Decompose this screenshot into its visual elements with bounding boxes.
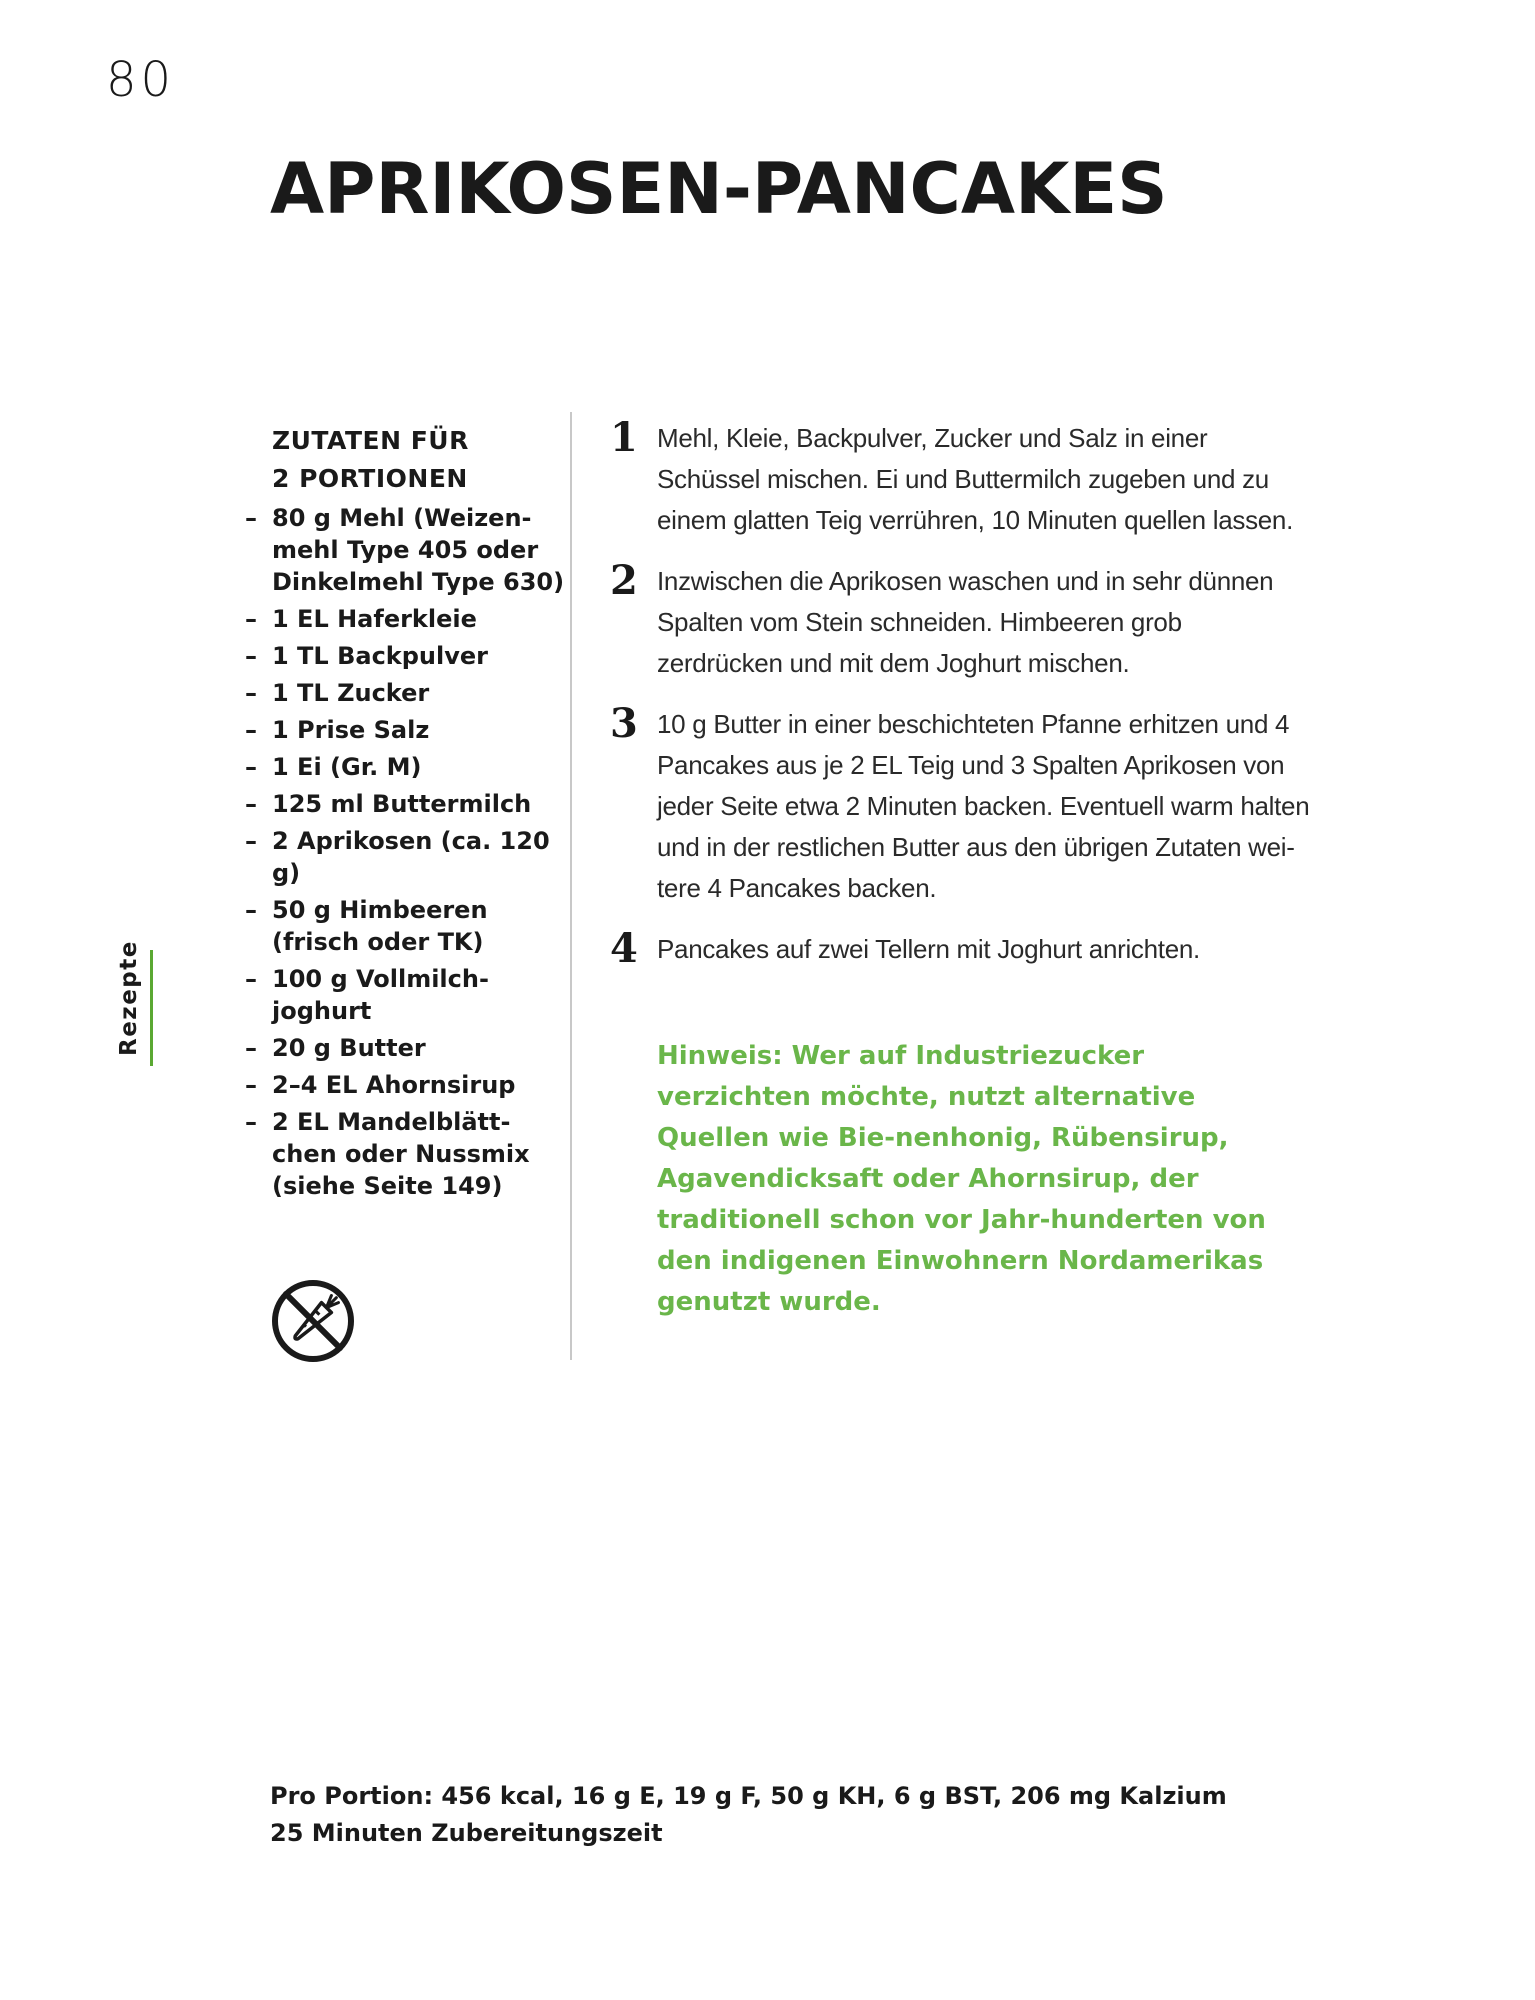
step-number: 1 [610, 414, 638, 461]
ingredient-item: – 50 g Himbeeren (frisch oder TK) [245, 894, 565, 958]
ingredient-item: – 2 Aprikosen (ca. 120 g) [245, 825, 565, 889]
step-1 [610, 414, 1310, 541]
no-carrot-icon-graphic [270, 1278, 356, 1364]
ingredient-item: – 2 EL Mandelblätt-chen oder Nussmix (siehe Seite 149) [245, 1106, 565, 1202]
ingredient-item: – 125 ml Buttermilch [245, 788, 565, 820]
ingredient-item: – 20 g Butter [245, 1032, 565, 1064]
preparation-time: 25 Minuten Zubereitungszeit [270, 1819, 663, 1847]
ingredient-item: – 100 g Vollmilch-joghurt [245, 963, 565, 1027]
step-text: Inzwischen die Aprikosen waschen und in sehr dünnen Spalten vom Stein schneiden. Himbeeren grob zerdrücken und mit dem Joghurt mischen. [657, 566, 1274, 678]
step-number: 3 [610, 700, 638, 747]
step-text: Pancakes auf zwei Tellern mit Joghurt anrichten. [657, 934, 1200, 964]
step-4 [610, 925, 1310, 972]
step-3 [610, 700, 1310, 909]
ingredient-item: – 1 TL Backpulver [245, 640, 565, 672]
ingredients-heading-line1: ZUTATEN FÜR [272, 426, 469, 455]
column-divider [570, 412, 572, 1360]
ingredient-item: – 2–4 EL Ahornsirup [245, 1069, 565, 1101]
ingredient-item: – 1 Ei (Gr. M) [245, 751, 565, 783]
hint-note: Hinweis: Wer auf Industriezucker verzichten möchte, nutzt alternative Quellen wie Bie-nenhonig, Rübensirup, Agavendicksaft oder Ahornsirup, der traditionell schon vor Jahr-hunderten von den indigenen Einwohnern Nordamerikas genutzt wurde. [657, 1041, 1266, 1317]
nutrition-per-portion: Pro Portion: 456 kcal, 16 g E, 19 g F, 50 g KH, 6 g BST, 206 mg Kalzium [270, 1782, 1227, 1810]
ingredient-item: – 1 Prise Salz [245, 714, 565, 746]
recipe-title: APRIKOSEN-PANCAKES [270, 148, 1168, 230]
step-number: 2 [610, 557, 638, 604]
preparation-steps [610, 414, 1310, 990]
step-number: 4 [610, 925, 638, 972]
section-tab-label: Rezepte [116, 940, 142, 1056]
ingredient-item: – 1 TL Zucker [245, 677, 565, 709]
ingredients-heading [245, 422, 565, 498]
step-text: 10 g Butter in einer beschichteten Pfanne erhitzen und 4 Pancakes aus je 2 EL Teig und 3 Spalten Aprikosen von jeder Seite etwa 2 Minuten backen. Eventuell warm halten und in der restlichen Butter aus den übrigen Zutaten wei-tere 4 Pancakes backen. [657, 709, 1310, 903]
section-tab-bar [150, 950, 153, 1066]
section-tab [108, 940, 168, 1070]
ingredient-item: – 1 EL Haferkleie [245, 603, 565, 635]
ingredients-panel [245, 422, 565, 1207]
ingredient-item: – 80 g Mehl (Weizen-mehl Type 405 oder Dinkelmehl Type 630) [245, 502, 565, 598]
no-carrot-icon [270, 1278, 356, 1364]
step-text: Mehl, Kleie, Backpulver, Zucker und Salz in einer Schüssel mischen. Ei und Buttermilch zugeben und zu einem glatten Teig verrühren, 10 Minuten quellen lassen. [657, 423, 1294, 535]
step-2 [610, 557, 1310, 684]
nutrition-info [270, 1778, 1227, 1852]
page-number: 80 [106, 52, 176, 108]
ingredients-heading-line2: 2 PORTIONEN [272, 464, 468, 493]
ingredients-list [245, 502, 565, 1202]
